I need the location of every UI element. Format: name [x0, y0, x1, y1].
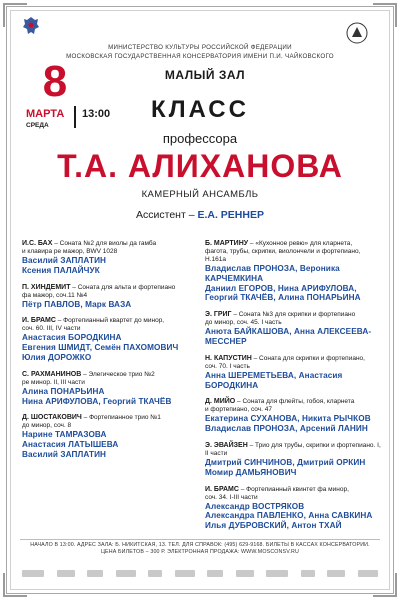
work-title: – Соната для скрипки и фортепиано,	[251, 354, 365, 362]
sponsor-logo-icon	[301, 570, 315, 577]
performer-line: Пётр ПАВЛОВ, Марк ВАЗА	[22, 299, 132, 309]
work-details: до минор, соч. 8	[22, 422, 72, 430]
conservatory-logo-icon	[346, 22, 368, 44]
footer-divider	[20, 539, 380, 540]
ensemble-label: КАМЕРНЫЙ АНСАМБЛЬ	[141, 189, 259, 200]
work-title: – «Кухонное ревю» для кларнета,	[248, 240, 353, 247]
performer-line: Александра ПАВЛЕНКО, Анна САВКИНА	[205, 511, 373, 521]
composer-name: И.С. БАХ	[22, 240, 53, 247]
performer-line: Екатерина СУХАНОВА, Никита РЫЧКОВ	[205, 414, 371, 424]
class-heading: КЛАСС	[151, 96, 249, 123]
sponsor-logo-icon	[175, 570, 195, 577]
composer-name: Э. ГРИГ	[205, 311, 232, 319]
work-details: соч. 60. III, IV части	[22, 325, 81, 333]
composer-name: Б. МАРТИНУ	[205, 240, 249, 247]
sponsor-logo-icon	[116, 570, 136, 577]
ministry-emblem-icon	[22, 16, 40, 36]
work-title: – Фортепианный квартет до минор,	[55, 317, 165, 325]
professor-label: профессора	[162, 131, 238, 146]
program-item	[22, 414, 200, 459]
performer-line: Владислав ПРОНОЗА, Вероника КАРЧЕМКИНА	[205, 264, 340, 283]
ministry-title: МИНИСТЕРСТВО КУЛЬТУРЫ РОССИЙСКОЙ ФЕДЕРАЦИИ	[108, 44, 292, 51]
sponsor-logo-icon	[87, 570, 103, 577]
program-item	[22, 284, 200, 310]
sponsor-logos	[22, 567, 378, 579]
work-title: – Соната для флейты, гобоя, кларнета	[235, 398, 355, 406]
composer-name: Н. КАПУСТИН	[205, 354, 252, 362]
assistant-name: Е.А. РЕННЕР	[197, 209, 264, 221]
program-work	[22, 240, 200, 256]
performer-line: Нина АРИФУЛОВА, Георгий ТКАЧЁВ	[22, 396, 172, 406]
footer-info: НАЧАЛО В 13:00. АДРЕС ЗАЛА: Б. НИКИТСКАЯ, 13. ТЕЛ. ДЛЯ СПРАВОК: (495) 629-9168. БИЛЕТЫ В КАССАХ КОНСЕРВАТОРИИ.	[30, 542, 370, 548]
work-title: – Элегическое трио №2	[81, 370, 155, 378]
work-details: соч. 70. I часть	[205, 362, 250, 370]
performer-line: Даниил ЕГОРОВ, Нина АРИФУЛОВА,	[205, 283, 357, 293]
assistant-label: Ассистент –	[136, 209, 195, 221]
footer-tickets: ЦЕНА БИЛЕТОВ – 300 Р. ЭЛЕКТРОННАЯ ПРОДАЖА: WWW.MOSCONSV.RU	[100, 549, 299, 555]
composer-name: Д. МИЙО	[205, 398, 236, 406]
performer-line: Василий ЗАПЛАТИН	[22, 256, 107, 265]
composer-name: И. БРАМС	[22, 317, 56, 325]
work-details: ре минор. II, III части	[22, 378, 85, 386]
performer-line: Анастасия ЛАТЫШЕВА	[22, 440, 119, 450]
program-item	[205, 355, 383, 391]
performer-line: Василий ЗАПЛАТИН	[22, 449, 107, 459]
program-work	[205, 398, 383, 414]
sponsor-logo-icon	[327, 570, 345, 577]
program-item	[205, 240, 383, 303]
composer-name: И. БРАМС	[205, 485, 239, 493]
program-item	[205, 398, 383, 434]
performer-line: Евгения ШМИДТ, Семён ПАХОМОВИЧ	[22, 343, 179, 353]
performer-line: Дмитрий СИНЧИНОВ, Дмитрий ОРКИН	[205, 457, 366, 467]
performer-line: Юлия ДОРОЖКО	[22, 352, 92, 362]
frame-corner-ornament	[373, 3, 397, 27]
hall-name: МАЛЫЙ ЗАЛ	[164, 68, 246, 82]
performer-line: Алина ПОНАРЬИНА	[22, 386, 105, 396]
performer-line: Ксения ПАЛАЙЧУК	[22, 265, 100, 275]
performer-line: Нарине ТАМРАЗОВА	[22, 430, 107, 440]
work-details: фа мажор, соч.11 №4	[22, 291, 88, 299]
program-work	[205, 442, 383, 458]
work-details: до минор, соч. 45. I часть	[205, 319, 282, 327]
program-work	[22, 414, 200, 430]
program-work	[22, 317, 200, 333]
conservatory-title: МОСКОВСКАЯ ГОСУДАРСТВЕННАЯ КОНСЕРВАТОРИЯ ИМЕНИ П.И. ЧАЙКОВСКОГО	[66, 53, 334, 60]
date-time-separator	[74, 106, 76, 128]
professor-name: Т.А. АЛИХАНОВА	[57, 148, 343, 184]
performer-line: Илья ДУБРОВСКИЙ, Антон ТХАЙ	[205, 521, 342, 531]
event-weekday: СРЕДА	[26, 122, 49, 129]
performer-line: Момир ДАМЬЯНОВИЧ	[205, 467, 297, 477]
work-details: и фортепиано, соч. 47	[205, 406, 272, 414]
event-day: 8	[42, 57, 68, 106]
program-item	[205, 442, 383, 478]
sponsor-logo-icon	[358, 570, 378, 577]
work-title: – Фортепианное трио №1	[81, 414, 161, 422]
work-title: – Фортепианный квинтет фа минор,	[238, 485, 349, 493]
program-work	[205, 311, 383, 327]
sponsor-logo-icon	[148, 570, 162, 577]
work-details: соч. 34. I-III части	[205, 493, 258, 501]
program-item	[22, 317, 200, 362]
work-details: фагота, трубы, скрипки, виолончели и фортепиано, H.161а	[205, 248, 361, 263]
program-column-right	[205, 240, 383, 539]
program-column-left	[22, 240, 200, 468]
composer-name: С. РАХМАНИНОВ	[22, 370, 82, 378]
program-work	[22, 371, 200, 387]
sponsor-logo-icon	[22, 570, 44, 577]
performer-line: Анна ШЕРЕМЕТЬЕВА, Анастасия БОРОДКИНА	[205, 370, 343, 390]
program-item	[22, 371, 200, 407]
performer-line: Александр ВОСТРЯКОВ	[205, 501, 305, 511]
work-title: – Соната для альта и фортепиано	[70, 283, 176, 291]
performer-line: Анюта БАЙКАШОВА, Анна АЛЕКСЕЕВА-МЕССНЕР	[205, 327, 372, 346]
program-work	[205, 240, 383, 264]
program-work	[205, 355, 383, 371]
work-title: – Соната №3 для скрипки и фортепиано	[231, 311, 356, 319]
sponsor-logo-icon	[207, 570, 223, 577]
sponsor-logo-icon	[266, 570, 288, 577]
program-item	[22, 240, 200, 276]
event-month: МАРТА	[26, 108, 65, 120]
program-item	[205, 311, 383, 347]
program-work	[205, 486, 383, 502]
work-details: и клавира ре мажор, BWV 1028	[22, 248, 118, 255]
performer-line: Владислав ПРОНОЗА, Арсений ЛАНИН	[205, 424, 368, 434]
sponsor-logo-icon	[236, 570, 254, 577]
composer-name: Э. ЭВАЙЗЕН	[205, 441, 248, 449]
composer-name: Д. ШОСТАКОВИЧ	[22, 414, 82, 422]
work-title: – Соната №2 для виолы да гамба	[52, 240, 157, 247]
composer-name: П. ХИНДЕМИТ	[22, 283, 71, 291]
program-work	[22, 284, 200, 300]
work-title: – Трио для трубы, скрипки и фортепиано. I, II части	[205, 441, 381, 457]
event-time: 13:00	[82, 108, 111, 120]
performer-line: Анастасия БОРОДКИНА	[22, 333, 122, 343]
program-item	[205, 486, 383, 531]
performer-line: Георгий ТКАЧЁВ, Алина ПОНАРЬИНА	[205, 293, 361, 303]
sponsor-logo-icon	[57, 570, 75, 577]
assistant-line	[90, 209, 310, 221]
